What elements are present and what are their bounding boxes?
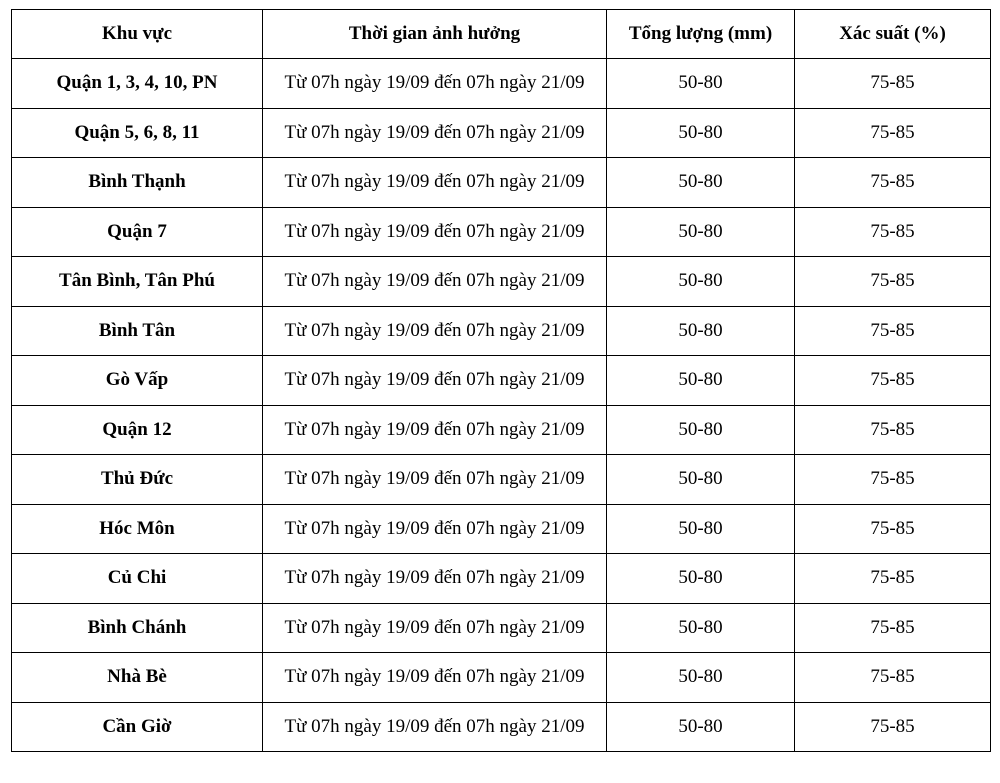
table-row	[12, 603, 991, 653]
cell-time: Từ 07h ngày 19/09 đến 07h ngày 21/09	[263, 108, 607, 158]
cell-probability: 75-85	[795, 702, 991, 752]
cell-probability: 75-85	[795, 356, 991, 406]
cell-total: 50-80	[607, 257, 795, 307]
table-row	[12, 405, 991, 455]
table-row	[12, 158, 991, 208]
cell-area: Bình Chánh	[12, 603, 263, 653]
cell-total: 50-80	[607, 405, 795, 455]
table-row	[12, 653, 991, 703]
cell-total: 50-80	[607, 653, 795, 703]
cell-time: Từ 07h ngày 19/09 đến 07h ngày 21/09	[263, 356, 607, 406]
cell-area: Củ Chi	[12, 554, 263, 604]
header-time: Thời gian ảnh hưởng	[263, 10, 607, 59]
cell-probability: 75-85	[795, 504, 991, 554]
cell-total: 50-80	[607, 59, 795, 109]
cell-total: 50-80	[607, 455, 795, 505]
cell-area: Thủ Đức	[12, 455, 263, 505]
cell-time: Từ 07h ngày 19/09 đến 07h ngày 21/09	[263, 306, 607, 356]
table-row	[12, 257, 991, 307]
cell-total: 50-80	[607, 108, 795, 158]
cell-probability: 75-85	[795, 603, 991, 653]
header-area: Khu vực	[12, 10, 263, 59]
cell-time: Từ 07h ngày 19/09 đến 07h ngày 21/09	[263, 405, 607, 455]
cell-area: Tân Bình, Tân Phú	[12, 257, 263, 307]
cell-time: Từ 07h ngày 19/09 đến 07h ngày 21/09	[263, 257, 607, 307]
cell-area: Bình Tân	[12, 306, 263, 356]
cell-total: 50-80	[607, 207, 795, 257]
cell-time: Từ 07h ngày 19/09 đến 07h ngày 21/09	[263, 455, 607, 505]
cell-total: 50-80	[607, 702, 795, 752]
cell-probability: 75-85	[795, 405, 991, 455]
header-probability: Xác suất (%)	[795, 10, 991, 59]
cell-area: Quận 5, 6, 8, 11	[12, 108, 263, 158]
cell-time: Từ 07h ngày 19/09 đến 07h ngày 21/09	[263, 59, 607, 109]
cell-area: Nhà Bè	[12, 653, 263, 703]
cell-area: Cần Giờ	[12, 702, 263, 752]
table-row	[12, 108, 991, 158]
table-row	[12, 455, 991, 505]
cell-probability: 75-85	[795, 257, 991, 307]
cell-probability: 75-85	[795, 653, 991, 703]
cell-total: 50-80	[607, 356, 795, 406]
cell-area: Hóc Môn	[12, 504, 263, 554]
cell-time: Từ 07h ngày 19/09 đến 07h ngày 21/09	[263, 554, 607, 604]
table-row	[12, 356, 991, 406]
header-total: Tổng lượng (mm)	[607, 10, 795, 59]
table-row	[12, 554, 991, 604]
cell-area: Gò Vấp	[12, 356, 263, 406]
rainfall-forecast-table	[11, 9, 991, 752]
rainfall-forecast-sheet	[11, 9, 991, 752]
cell-total: 50-80	[607, 306, 795, 356]
cell-time: Từ 07h ngày 19/09 đến 07h ngày 21/09	[263, 603, 607, 653]
cell-time: Từ 07h ngày 19/09 đến 07h ngày 21/09	[263, 702, 607, 752]
cell-probability: 75-85	[795, 554, 991, 604]
table-body	[12, 59, 991, 752]
cell-time: Từ 07h ngày 19/09 đến 07h ngày 21/09	[263, 207, 607, 257]
cell-total: 50-80	[607, 554, 795, 604]
cell-probability: 75-85	[795, 207, 991, 257]
cell-probability: 75-85	[795, 59, 991, 109]
cell-area: Quận 7	[12, 207, 263, 257]
cell-time: Từ 07h ngày 19/09 đến 07h ngày 21/09	[263, 158, 607, 208]
cell-total: 50-80	[607, 158, 795, 208]
cell-probability: 75-85	[795, 306, 991, 356]
cell-total: 50-80	[607, 603, 795, 653]
table-row	[12, 306, 991, 356]
cell-probability: 75-85	[795, 108, 991, 158]
table-row	[12, 59, 991, 109]
table-row	[12, 504, 991, 554]
cell-probability: 75-85	[795, 455, 991, 505]
cell-time: Từ 07h ngày 19/09 đến 07h ngày 21/09	[263, 504, 607, 554]
cell-area: Quận 12	[12, 405, 263, 455]
cell-time: Từ 07h ngày 19/09 đến 07h ngày 21/09	[263, 653, 607, 703]
header-row	[12, 10, 991, 59]
cell-area: Bình Thạnh	[12, 158, 263, 208]
table-row	[12, 207, 991, 257]
cell-area: Quận 1, 3, 4, 10, PN	[12, 59, 263, 109]
table-row	[12, 702, 991, 752]
cell-probability: 75-85	[795, 158, 991, 208]
cell-total: 50-80	[607, 504, 795, 554]
table-header	[12, 10, 991, 59]
